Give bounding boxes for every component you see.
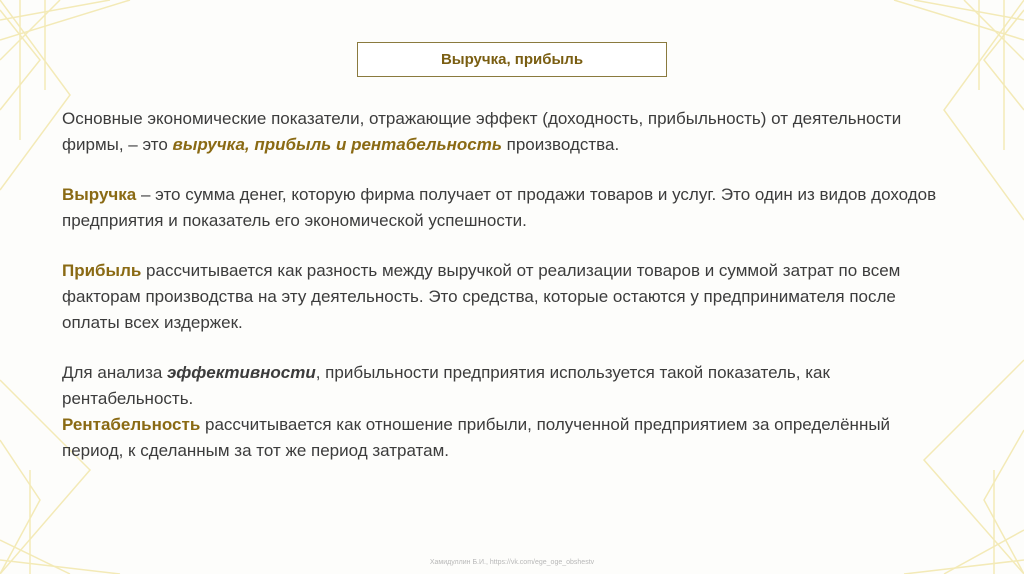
paragraph-efficiency <box>62 360 942 412</box>
slide-body <box>62 106 942 464</box>
paragraph-text: Основные экономические показатели, отражающие эффект (доходность, прибыльность) от деятельности фирмы, – это <box>62 109 902 154</box>
term-revenue: Выручка <box>62 185 137 204</box>
emphasized-terms: выручка, прибыль и рентабельность <box>172 135 502 154</box>
emphasized-efficiency: эффективности <box>167 363 316 382</box>
term-profit: Прибыль <box>62 261 142 280</box>
paragraph-indicators <box>62 106 942 158</box>
paragraph-text-end: производства. <box>501 135 620 154</box>
paragraph-text-end: , прибыльности предприятия используется такой показатель, как рентабельность. <box>62 363 830 408</box>
paragraph-profitability <box>62 412 942 464</box>
paragraph-text: Для анализа <box>62 363 168 382</box>
paragraph-revenue <box>62 182 942 234</box>
term-profitability: Рентабельность <box>62 415 201 434</box>
slide-title: Выручка, прибыль <box>440 51 584 68</box>
footer-credit: Хамидуллин Б.И., https://vk.com/ege_oge_obshestv <box>429 559 595 566</box>
paragraph-text: рассчитывается как разность между выручкой от реализации товаров и суммой затрат по всем факторам производства на эту деятельность. Это средства, которые остаются у предпринимателя после оплаты всех издержек. <box>62 261 901 332</box>
paragraph-text: – это сумма денег, которую фирма получает от продажи товаров и услуг. Это один из видов доходов предприятия и показатель его экономической успешности. <box>62 185 937 230</box>
paragraph-profit <box>62 258 942 336</box>
slide-title-box <box>357 42 667 77</box>
paragraph-text: рассчитывается как отношение прибыли, полученной предприятием за определённый период, к сделанным за тот же период затратам. <box>62 415 891 460</box>
